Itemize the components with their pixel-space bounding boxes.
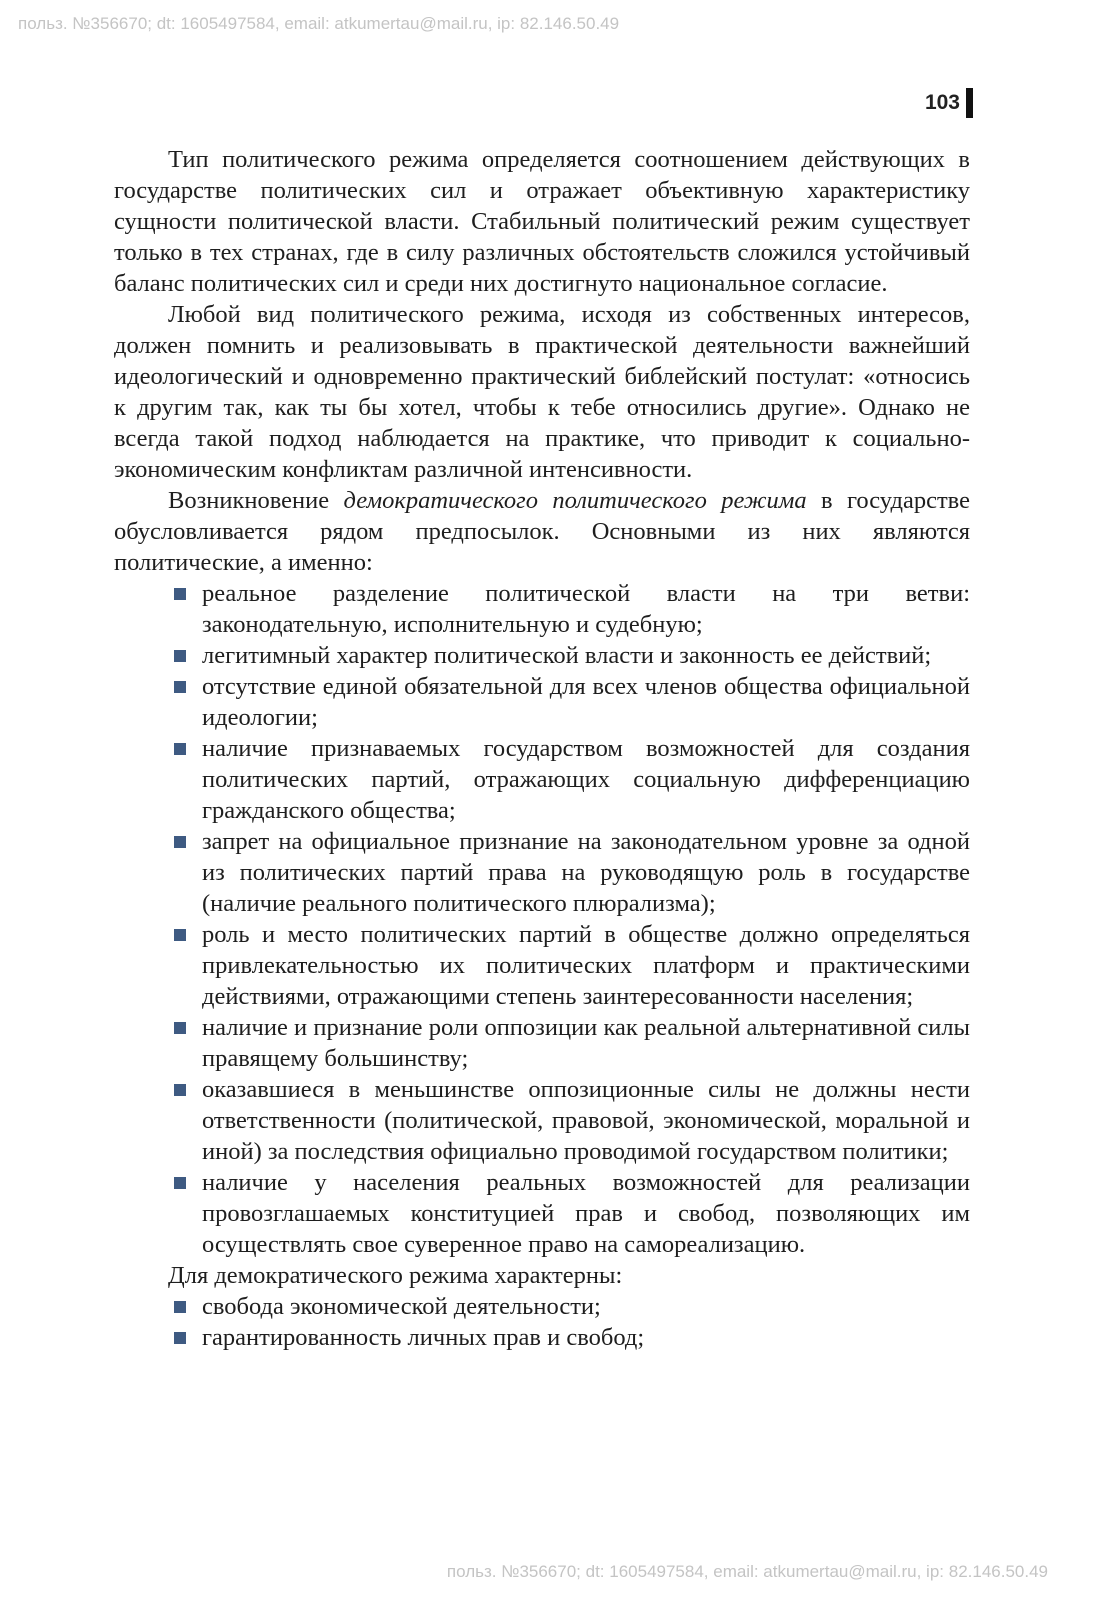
list-item <box>202 826 970 919</box>
paragraph-text-after: в государстве обусловливается рядом предпосылок. Основными из них являются политические, а именно: <box>114 487 970 576</box>
watermark-top: польз. №356670; dt: 1605497584, email: atkumertau@mail.ru, ip: 82.146.50.49 <box>18 14 620 33</box>
list-item-text: роль и место политических партий в обществе должно определяться привлекательностью их политических платформ и практическими действиями, отражающими степень заинтересованности населения; <box>202 921 970 1010</box>
prerequisites-list <box>114 578 970 1260</box>
paragraph-regime-type: Тип политического режима определяется соотношением действующих в государстве политических сил и отражает объективную характеристику сущности политической власти. Стабильный политический режим существует только в тех странах, где в силу различных обстоятельств сложился устойчивый баланс политических сил и среди них достигнуто национальное согласие. <box>114 146 970 297</box>
paragraph-text-before: Возникновение <box>168 487 344 514</box>
square-bullet-icon <box>174 1022 186 1034</box>
emphasized-term: демократического политического режима <box>343 487 807 514</box>
list-item-text: легитимный характер политической власти и законность ее действий; <box>202 642 932 669</box>
list-item <box>202 1167 970 1260</box>
list-item <box>202 1291 970 1322</box>
list-item-text: свобода экономической деятельности; <box>202 1293 601 1320</box>
square-bullet-icon <box>174 588 186 600</box>
list-item <box>202 671 970 733</box>
square-bullet-icon <box>174 1084 186 1096</box>
square-bullet-icon <box>174 743 186 755</box>
square-bullet-icon <box>174 929 186 941</box>
list-item-text: гарантированность личных прав и свобод; <box>202 1324 645 1351</box>
page-body <box>114 144 970 1353</box>
list-item <box>202 1012 970 1074</box>
page-number: 103 <box>924 91 960 114</box>
list-item-text: наличие и признание роли оппозиции как реальной альтернативной силы правящему большинству; <box>202 1014 970 1072</box>
square-bullet-icon <box>174 1177 186 1189</box>
watermark-bottom: польз. №356670; dt: 1605497584, email: atkumertau@mail.ru, ip: 82.146.50.49 <box>446 1562 1048 1581</box>
square-bullet-icon <box>174 1301 186 1313</box>
list-item-text: отсутствие единой обязательной для всех членов общества официальной идеологии; <box>202 673 970 731</box>
paragraph-democratic-features: Для демократического режима характерны: <box>168 1262 623 1289</box>
list-item <box>202 640 970 671</box>
page-number-block <box>925 88 973 118</box>
list-item-text: оказавшиеся в меньшинстве оппозиционные силы не должны нести ответственности (политической, правовой, экономической, моральной и иной) за последствия официально проводимой государством политики; <box>202 1076 970 1165</box>
square-bullet-icon <box>174 681 186 693</box>
list-item-text: реальное разделение политической власти на три ветви: законодательную, исполнительную и судебную; <box>202 580 970 638</box>
square-bullet-icon <box>174 836 186 848</box>
list-item <box>202 1322 970 1353</box>
square-bullet-icon <box>174 1332 186 1344</box>
features-list <box>114 1291 970 1353</box>
page-number-bar <box>966 88 973 118</box>
list-item <box>202 1074 970 1167</box>
paragraph-biblical-postulate: Любой вид политического режима, исходя из собственных интересов, должен помнить и реализовывать в практической деятельности важнейший идеологический и одновременно практический библейский постулат: «относись к другим так, как ты бы хотел, чтобы к тебе относились другие». Однако не всегда такой подход наблюдается на практике, что приводит к социально-экономическим конфликтам различной интенсивности. <box>114 301 970 483</box>
list-item <box>202 733 970 826</box>
list-item-text: запрет на официальное признание на законодательном уровне за одной из политических партий права на руководящую роль в государстве (наличие реального политического плюрализма); <box>202 828 970 917</box>
list-item <box>202 919 970 1012</box>
square-bullet-icon <box>174 650 186 662</box>
list-item <box>202 578 970 640</box>
list-item-text: наличие признаваемых государством возможностей для создания политических партий, отражающих социальную дифференциацию гражданского общества; <box>202 735 970 824</box>
paragraph-democratic-regime <box>114 485 970 578</box>
list-item-text: наличие у населения реальных возможностей для реализации провозглашаемых конституцией прав и свобод, позволяющих им осуществлять свое суверенное право на самореализацию. <box>202 1169 970 1258</box>
